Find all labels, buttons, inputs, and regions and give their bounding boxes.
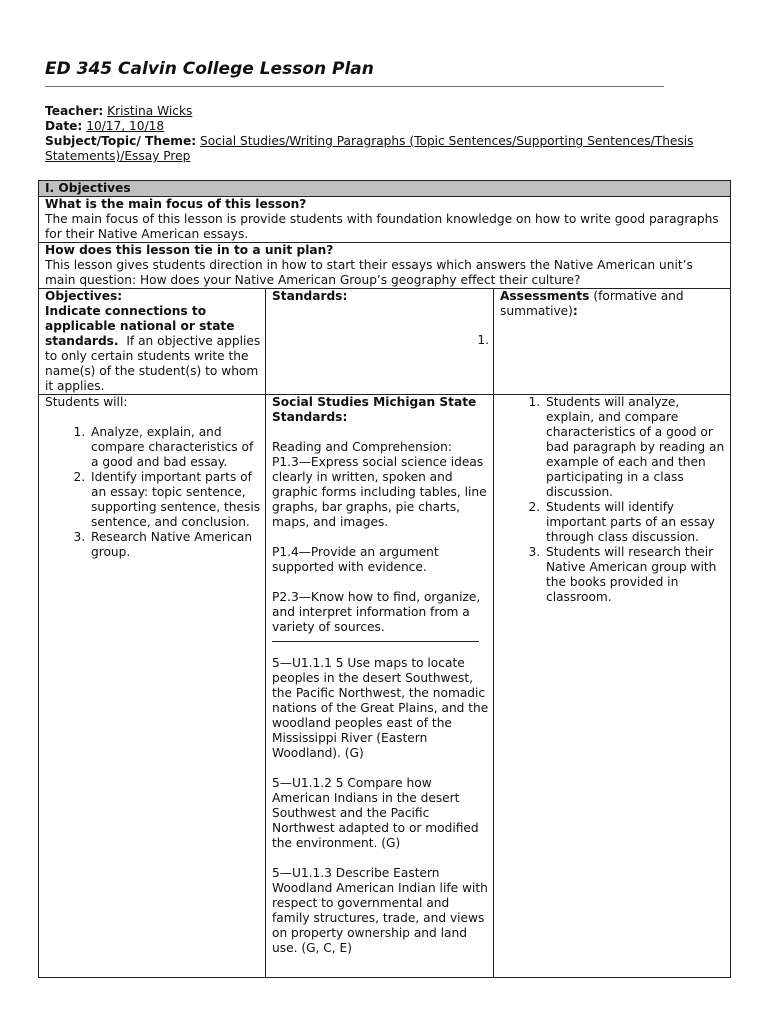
date-line <box>45 119 735 134</box>
list-item: 1. Students will analyze, explain, and compare characteristics of a good or bad paragraph by reading an example of each and then participating in a class discussion. <box>544 395 726 500</box>
unit-question: How does this lesson tie in to a unit plan? <box>45 243 334 257</box>
assessments-cell <box>494 395 731 978</box>
assessments-header-colon: : <box>572 304 578 318</box>
standards-header: Standards: <box>272 289 348 303</box>
subject-label: Subject/Topic/ Theme: <box>45 134 197 148</box>
lesson-plan-table <box>38 180 731 978</box>
standards-cell <box>266 395 494 978</box>
standard-u1-1-3: 5—U1.1.3 Describe Eastern Woodland American Indian life with respect to governmental and family structures, trade, and views on property ownership and land use. (G, C, E) <box>272 866 488 955</box>
standard-u1-1-1: 5—U1.1.1 5 Use maps to locate peoples in the desert Southwest, the Pacific Northwest, the nomadic nations of the Great Plains, and the woodland peoples east of the Mississippi River (Eastern Woodland). (G) <box>272 656 489 760</box>
lesson-meta <box>45 104 735 164</box>
standards-title: Social Studies Michigan State Standards: <box>272 395 477 424</box>
objectives-cell <box>39 395 266 978</box>
unit-answer: This lesson gives students direction in how to start their essays which answers the Native American unit’s main question: How does your Native American Group’s geography effect their culture? <box>45 258 693 287</box>
standards-divider <box>272 641 479 642</box>
standard-p1-4: P1.4—Provide an argument supported with evidence. <box>272 545 439 574</box>
list-item: 2. Students will identify important parts of an essay through class discussion. <box>544 500 726 545</box>
standard-p1-3: P1.3—Express social science ideas clearly in written, spoken and graphic forms including tables, line graphs, bar graphs, pie charts, maps, and images. <box>272 455 487 529</box>
assessments-header-note: (formative and summative) <box>500 289 684 318</box>
list-item: 3. Research Native American group. <box>89 530 261 560</box>
title-underline <box>45 86 664 87</box>
subject-line <box>45 134 735 164</box>
objectives-header: Objectives: <box>45 289 123 303</box>
standards-placeholder: 1. <box>477 333 489 347</box>
subject-value: Social Studies/Writing Paragraphs (Topic Sentences/Supporting Sentences/Thesis Statements)/Essay Prep <box>45 134 694 163</box>
standard-p2-3: P2.3—Know how to find, organize, and interpret information from a variety of sources. <box>272 590 481 634</box>
date-value: 10/17, 10/18 <box>86 119 165 133</box>
objectives-intro: Students will: <box>45 395 128 409</box>
date-label: Date: <box>45 119 83 133</box>
page-title: ED 345 Calvin College Lesson Plan <box>45 59 374 79</box>
assessments-header: Assessments <box>500 289 590 303</box>
student-name-note: If an objective applies to only certain students write the name(s) of the student(s) to whom it applies. <box>45 334 261 393</box>
list-item: 3. Students will research their Native American group with the books provided in classroom. <box>544 545 726 605</box>
standard-u1-1-2: 5—U1.1.2 5 Compare how American Indians in the desert Southwest and the Pacific Northwest adapted to or modified the environment. (G) <box>272 776 479 850</box>
assessments-list <box>500 395 726 605</box>
standards-connection-note: Indicate connections to applicable national or state standards. <box>45 304 235 348</box>
objectives-header-cell <box>39 289 266 395</box>
teacher-label: Teacher: <box>45 104 104 118</box>
teacher-value: Kristina Wicks <box>107 104 193 118</box>
teacher-line <box>45 104 735 119</box>
objectives-list <box>45 425 261 560</box>
section-title: I. Objectives <box>39 181 731 197</box>
focus-answer: The main focus of this lesson is provide students with foundation knowledge on how to write good paragraphs for their Native American essays. <box>45 212 719 241</box>
standards-subtitle: Reading and Comprehension: <box>272 440 452 454</box>
objectives-section-header <box>39 181 731 197</box>
focus-row <box>39 197 731 243</box>
unit-row <box>39 243 731 289</box>
assessments-header-cell <box>494 289 731 395</box>
column-header-row <box>39 289 731 395</box>
focus-question: What is the main focus of this lesson? <box>45 197 307 211</box>
list-item: 1. Analyze, explain, and compare characteristics of a good and bad essay. <box>89 425 261 470</box>
objectives-note <box>45 304 261 394</box>
list-item: 2. Identify important parts of an essay: topic sentence, supporting sentence, thesis sentence, and conclusion. <box>89 470 261 530</box>
standards-header-cell <box>266 289 494 395</box>
content-row <box>39 395 731 978</box>
